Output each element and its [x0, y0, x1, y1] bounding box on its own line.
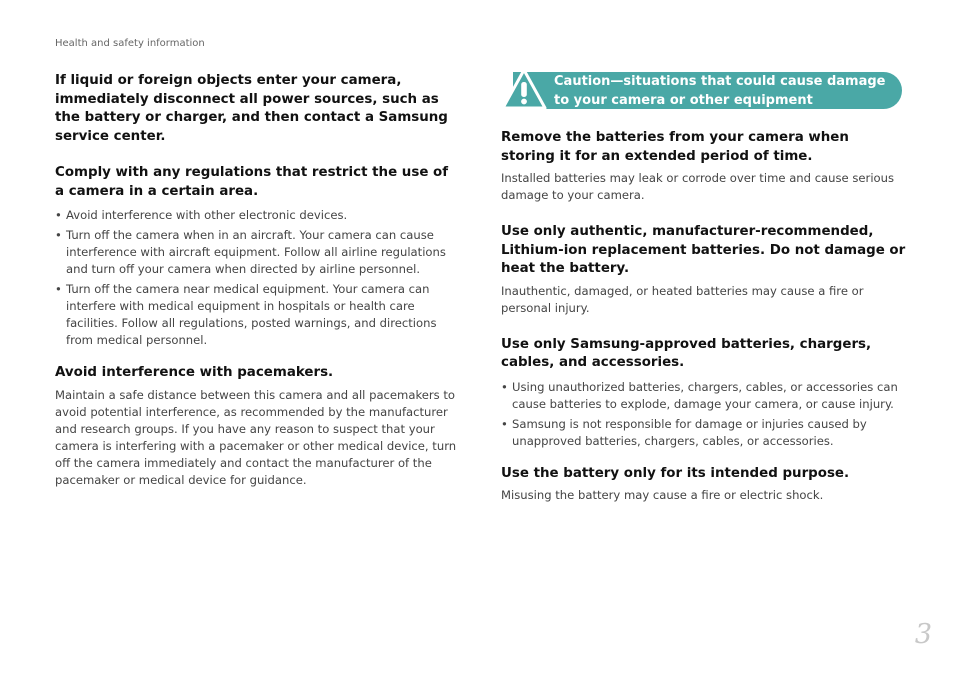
caution-banner — [501, 72, 906, 110]
body-intended-purpose: Misusing the battery may cause a fire or electric shock. — [501, 488, 824, 502]
accessories-bullet-list — [501, 379, 906, 450]
section-approved-accessories — [501, 336, 906, 450]
body-pacemakers: Maintain a safe distance between this camera and all pacemakers to avoid potential interference, as recommended by the manufacturer and research groups. If you have any reason to suspect that your camera is interfering with a pacemaker or other medical device, turn off the camera immediately and contact the manufacturer of the pacemaker or medical device for guidance. — [55, 387, 457, 487]
body-authentic-batteries: Inauthentic, damaged, or heated batteries may cause a fire or personal injury. — [501, 283, 864, 315]
heading-authentic-batteries: Use only authentic, manufacturer-recommended, Lithium-ion replacement batteries. Do not damage or heat the battery. — [501, 224, 906, 276]
page-number: 3 — [914, 619, 932, 650]
list-item: • Turn off the camera near medical equipment. Your camera can interfere with medical equipment in hospitals or health care facilities. Follow all regulations, posted warnings, and directions from medical personnel. — [55, 282, 437, 347]
section-pacemakers — [55, 364, 460, 489]
list-item: • Avoid interference with other electronic devices. — [55, 208, 348, 222]
warning-triangle-icon — [501, 67, 547, 111]
heading-storing: Remove the batteries from your camera when storing it for an extended period of time. — [501, 130, 849, 164]
regulations-bullet-list — [55, 207, 460, 349]
section-intended-purpose — [501, 465, 906, 505]
heading-approved-accessories: Use only Samsung-approved batteries, chargers, cables, and accessories. — [501, 336, 872, 370]
list-item: • Samsung is not responsible for damage or injuries caused by unapproved batteries, chargers, cables, or accessories. — [501, 416, 867, 448]
heading-pacemakers: Avoid interference with pacemakers. — [55, 365, 334, 380]
section-storing — [501, 129, 906, 204]
heading-regulations: Comply with any regulations that restrict the use of a camera in a certain area. — [55, 165, 449, 199]
list-item: • Turn off the camera when in an aircraft. Your camera can cause interference with aircraft equipment. Follow all airline regulations and turn off your camera when directed by airline personnel. — [55, 228, 446, 276]
section-authentic-batteries — [501, 223, 906, 317]
heading-liquid-objects: If liquid or foreign objects enter your camera, immediately disconnect all power sources, such as the battery or charger, and then contact a Samsung service center. — [55, 73, 448, 144]
section-regulations — [55, 164, 460, 349]
body-storing: Installed batteries may leak or corrode over time and cause serious damage to your camera. — [501, 171, 895, 202]
list-item: • Using unauthorized batteries, chargers, cables, or accessories can cause batteries to explode, damage your camera, or cause injury. — [501, 379, 898, 411]
section-liquid — [55, 72, 460, 146]
heading-intended-purpose: Use the battery only for its intended purpose. — [501, 465, 850, 481]
running-header: Health and safety information — [55, 38, 205, 49]
caution-title: Caution—situations that could cause damage to your camera or other equipment — [554, 74, 886, 108]
right-column — [501, 72, 906, 504]
left-column — [55, 72, 460, 489]
